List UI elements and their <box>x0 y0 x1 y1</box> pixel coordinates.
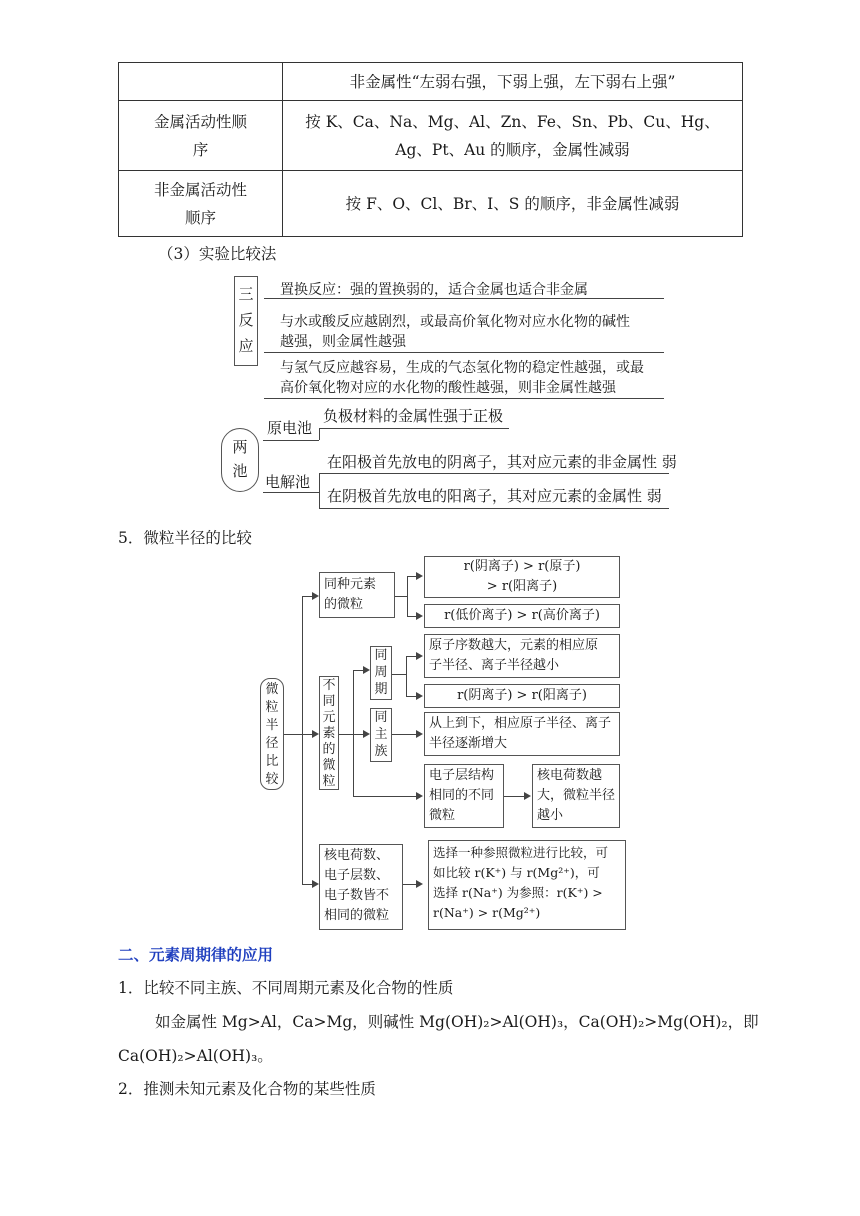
paragraph: 2．推测未知元素及化合物的某些性质 <box>118 1080 376 1098</box>
same-group-box: 同 主 族 <box>370 708 392 762</box>
table-cell: 金属活动性顺 序 <box>119 101 283 171</box>
same-shell-box: 电子层结构 相同的不同 微粒 <box>424 764 504 828</box>
same-element-rule: r(阴离子) > r(原子) > r(阳离子) <box>424 556 620 598</box>
radius-diagram <box>256 552 636 936</box>
same-period-rule: r(阴离子) > r(阳离子) <box>424 684 620 708</box>
paragraph: Ca(OH)₂>Al(OH)₃。 <box>118 1047 273 1065</box>
table-cell: 非金属活动性 顺序 <box>119 171 283 237</box>
three-reactions-label: 三 反 应 <box>234 276 258 366</box>
table-cell <box>119 63 283 101</box>
table-row <box>119 101 743 171</box>
galvanic-cell-label: 原电池 <box>267 419 313 437</box>
table-row <box>119 63 743 101</box>
same-shell-rule: 核电荷数越 大，微粒半径 越小 <box>532 764 620 828</box>
two-cells-diagram <box>215 400 675 512</box>
electrolytic-cell-text: 在阴极首先放电的阳离子，其对应元素的金属性 弱 <box>327 487 662 505</box>
paragraph: 1．比较不同主族、不同周期元素及化合物的性质 <box>118 979 454 997</box>
table-cell: 非金属性“左弱右强，下弱上强，左下弱右上强” <box>283 63 743 101</box>
same-element-rule: r(低价离子) > r(高价离子) <box>424 604 620 628</box>
table-cell: 按 F、O、Cl、Br、I、S 的顺序，非金属性减弱 <box>283 171 743 237</box>
same-group-rule: 从上到下，相应原子半径、离子 半径逐渐增大 <box>424 712 620 756</box>
three-reactions-diagram <box>230 272 670 404</box>
paragraph: 如金属性 Mg>Al，Ca>Mg，则碱性 Mg(OH)₂>Al(OH)₃，Ca(OH)₂>Mg(OH)₂，即 <box>155 1013 759 1031</box>
radius-root: 微 粒 半 径 比 较 <box>260 678 284 790</box>
table-row <box>119 171 743 237</box>
reaction-item: 与水或酸反应越剧烈，或最高价氧化物对应水化物的碱性 <box>280 314 630 330</box>
reaction-item: 越强，则金属性越强 <box>280 334 406 350</box>
same-period-box: 同 周 期 <box>370 646 392 700</box>
reaction-item: 高价氧化物对应的水化物的酸性越强，则非金属性越强 <box>280 380 616 396</box>
electrolytic-cell-label: 电解池 <box>265 473 311 491</box>
two-cells-label: 两 池 <box>221 428 259 492</box>
different-element-box: 不 同 元 素 的 微 粒 <box>319 676 339 790</box>
comparison-table <box>118 62 743 237</box>
section-title: 5．微粒半径的比较 <box>118 529 252 547</box>
reaction-item: 置换反应：强的置换弱的，适合金属也适合非金属 <box>280 282 588 298</box>
all-different-box: 核电荷数、 电子层数、 电子数皆不 相同的微粒 <box>319 844 403 930</box>
same-period-rule: 原子序数越大，元素的相应原 子半径、离子半径越小 <box>424 634 620 678</box>
same-element-box: 同种元素 的微粒 <box>319 572 395 618</box>
table-cell: 按 K、Ca、Na、Mg、Al、Zn、Fe、Sn、Pb、Cu、Hg、 Ag、Pt、Au 的顺序，金属性减弱 <box>283 101 743 171</box>
galvanic-cell-text: 负极材料的金属性强于正极 <box>323 407 504 425</box>
section-heading: 二、元素周期律的应用 <box>118 945 274 964</box>
reaction-item: 与氢气反应越容易，生成的气态氢化物的稳定性越强，或最 <box>280 360 644 376</box>
electrolytic-cell-text: 在阳极首先放电的阴离子，其对应元素的非金属性 弱 <box>327 453 677 471</box>
section-title: （3）实验比较法 <box>158 245 277 263</box>
all-different-rule: 选择一种参照微粒进行比较，可 如比较 r(K⁺) 与 r(Mg²⁺)，可 选择 r(Na⁺) 为参照：r(K⁺) > r(Na⁺) > r(Mg²⁺) <box>428 840 626 930</box>
